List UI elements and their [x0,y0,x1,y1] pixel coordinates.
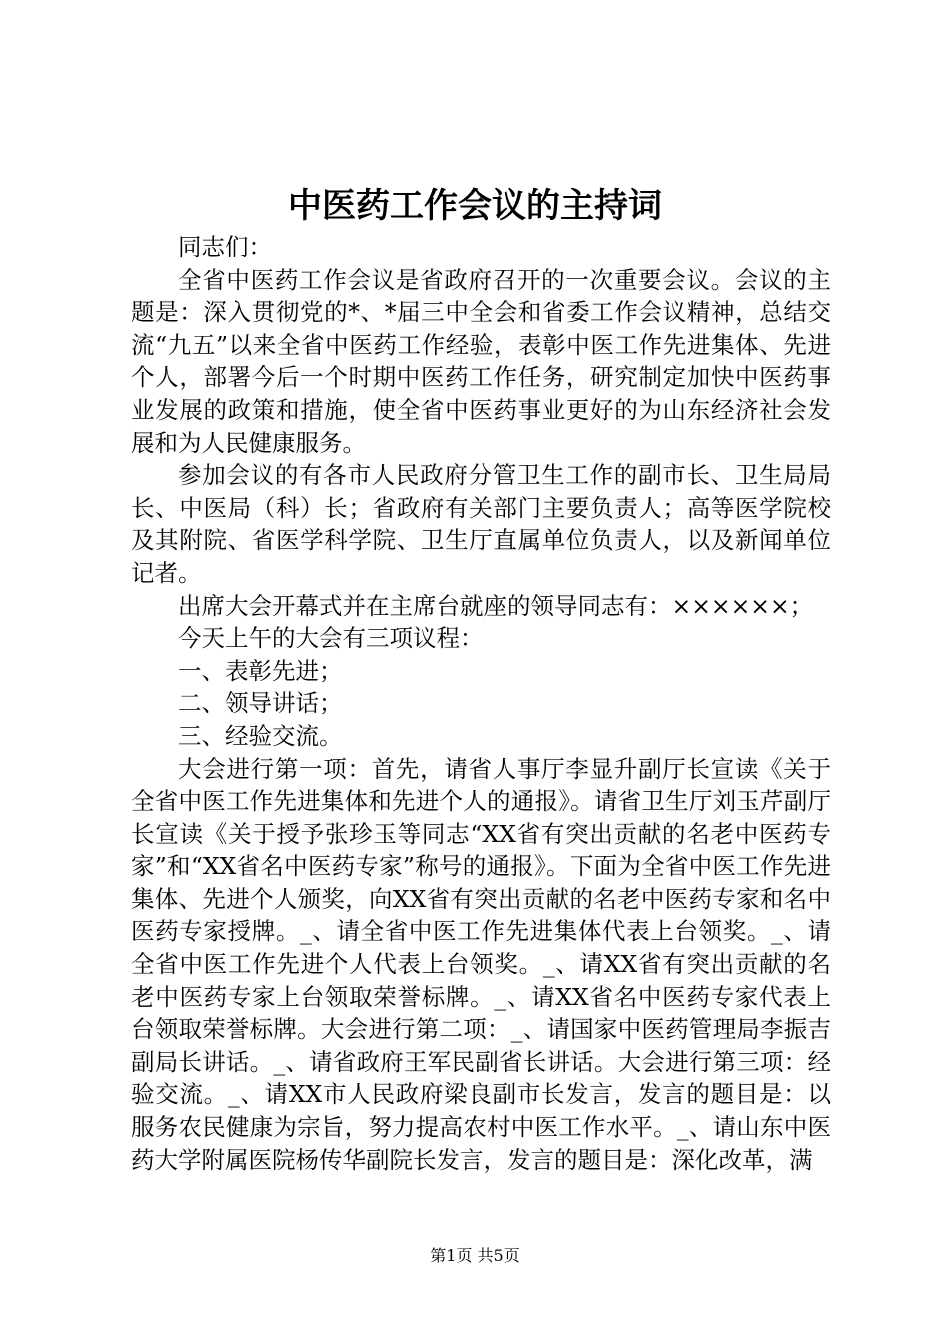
body-paragraph: 今天上午的大会有三项议程： [178,624,484,653]
body-paragraph: 出席大会开幕式并在主席台就座的领导同志有：××××××； [178,591,814,620]
document-title: 中医药工作会议的主持词 [288,186,662,226]
body-paragraph: 全省中医药工作会议是省政府召开的一次重要会议。会议的主题是：深入贯彻党的*、*届三中全会和省委工作会议精神，总结交流“九五”以来全省中医药工作经验，表彰中医工作先进集体、先进个人，部署今后一个时期中医药工作任务，研究制定加快中医药事业发展的政策和措施，使全省中医药事业更好的为山东经济社会发展和为人民健康服务。 [131,265,831,457]
agenda-item: 三、经验交流。 [178,721,343,750]
page-footer: 第1页 共5页 [430,1246,520,1265]
salutation-paragraph: 同志们： [178,233,272,261]
agenda-item: 二、领导讲话； [178,689,343,718]
document-body [131,231,831,1176]
body-paragraph: 大会进行第一项：首先，请省人事厅李显升副厅长宣读《关于全省中医工作先进集体和先进个人的通报》。请省卫生厅刘玉芹副厅长宣读《关于授予张珍玉等同志“XX省有突出贡献的名老中医药专家”和“XX省名中医药专家”称号的通报》。下面为全省中医工作先进集体、先进个人颁奖，向XX省有突出贡献的名老中医药专家和名中医药专家授牌。_、请全省中医工作先进集体代表上台领奖。_、请全省中医工作先进个人代表上台领奖。_、请XX省有突出贡献的名老中医药专家上台领取荣誉标牌。_、请XX省名中医药专家代表上台领取荣誉标牌。大会进行第二项：_、请国家中医药管理局李振吉副局长讲话。_、请省政府王军民副省长讲话。大会进行第三项：经验交流。_、请XX市人民政府梁良副市长发言，发言的题目是：以服务农民健康为宗旨，努力提高农村中医工作水平。_、请山东中医药大学附属医院杨传华副院长发言，发言的题目是：深化改革，满 [131,754,831,1174]
agenda-item: 一、表彰先进； [178,656,343,685]
body-paragraph: 参加会议的有各市人民政府分管卫生工作的副市长、卫生局局长、中医局（科）长；省政府有关部门主要负责人；高等医学院校及其附院、省医学科学院、卫生厅直属单位负责人，以及新闻单位记者。 [131,461,831,587]
